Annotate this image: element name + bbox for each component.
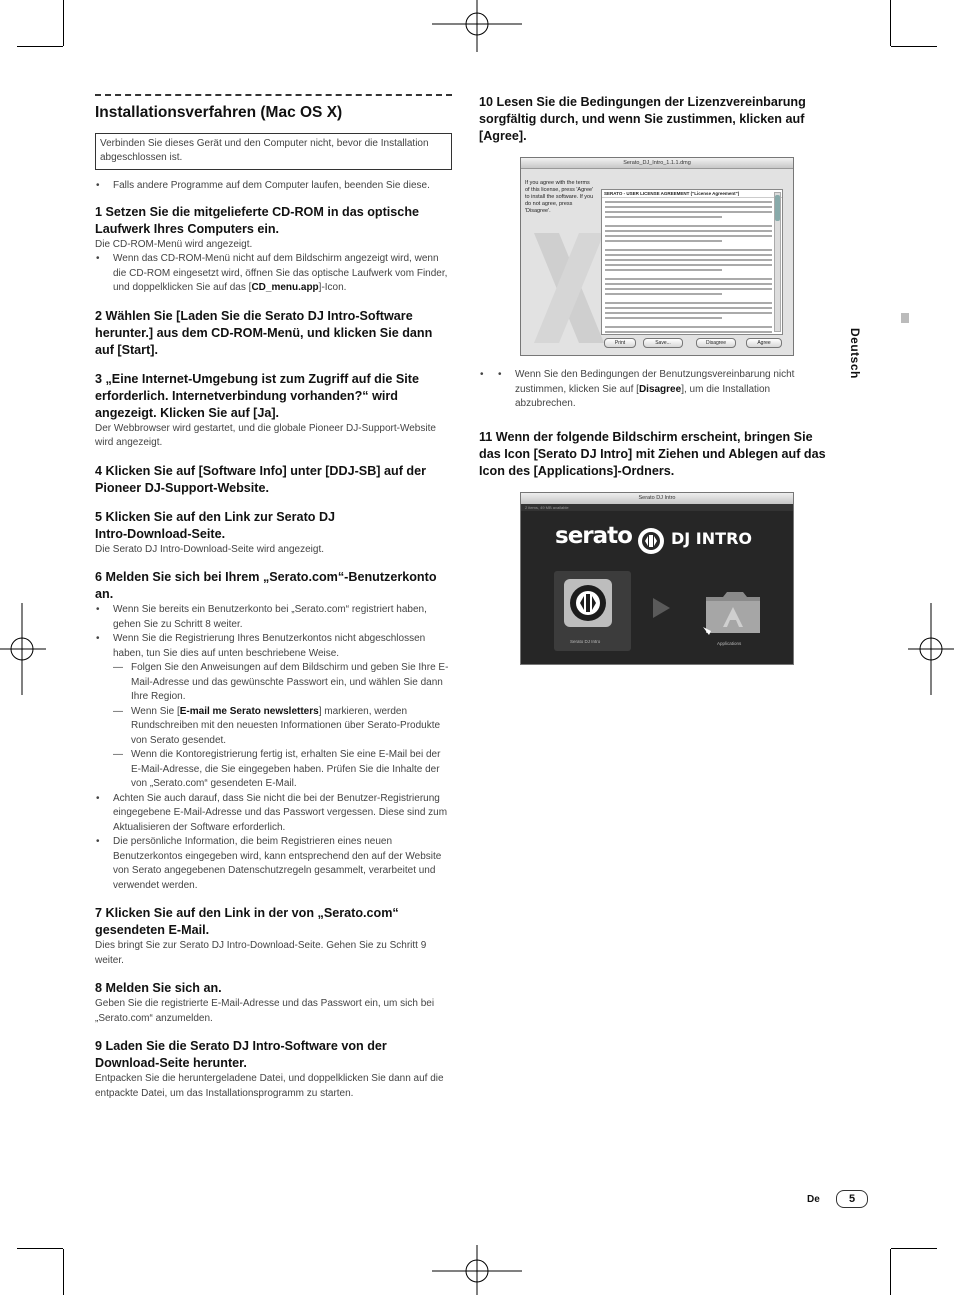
text-line — [605, 302, 772, 304]
step-6-bullet-2: • Wenn Sie die Registrierung Ihres Benutzerkontos nicht abgeschlossen haben, tun Sie dies auf unten beschriebene Weise. — Folgen Sie den Anweisungen auf dem Bildschirm und geben Sie Ihre E-Mail-Adresse und das gewünschte Passwort ein, und wählen Sie dann Ihre Region. — Wenn Sie [E-mail me Serato newsletters] markieren, werden Rundschreiben mit den neuesten Informationen über Serato-Produkte von Serato gesendet. — Wenn die Kontoregistrierung fertig ist, erhalten Sie eine E-Mail bei der E-Mail-Adresse, die Sie eingegeben haben. Prüfen Sie die Inhalte der von „Serato.com“ gesendeten E-Mail. — [95, 632, 452, 792]
text-line — [605, 331, 772, 333]
text-line — [605, 317, 722, 319]
registration-mark-left — [0, 603, 46, 695]
text-line — [605, 326, 772, 328]
crop-mark — [890, 0, 891, 46]
license-side-text: If you agree with the terms of this license, press 'Agree' to install the software. If you do not agree, press 'Disagree'. — [525, 180, 594, 214]
step-8-text: Geben Sie die registrierte E-Mail-Adresse und das Passwort ein, um sich bei „Serato.com“ anzumelden. — [95, 998, 435, 1024]
section-title: Installationsverfahren (Mac OS X) — [95, 104, 343, 121]
crop-mark — [63, 1249, 64, 1295]
step-1-heading: 1 Setzen Sie die mitgelieferte CD-ROM in das optische Laufwerk Ihres Computers ein. — [95, 204, 420, 236]
app-icon-area — [554, 571, 631, 651]
text-line — [605, 206, 772, 208]
crop-mark — [891, 46, 937, 47]
registration-mark-top — [432, 0, 522, 52]
dj-intro-text: DJ INTRO — [671, 528, 752, 548]
registration-mark-bottom — [432, 1245, 522, 1295]
app-caption: Serato DJ Intro — [570, 638, 601, 644]
x-logo-watermark — [529, 228, 609, 348]
text-line — [605, 293, 722, 295]
text-line — [605, 249, 772, 251]
step-5-heading: 5 Klicken Sie auf den Link zur Serato DJ Intro-Download-Seite. — [95, 509, 336, 541]
text-line — [605, 211, 772, 213]
language-label: Deutsch — [848, 328, 862, 379]
applications-folder-icon[interactable] — [703, 589, 763, 637]
disagree-button[interactable]: Disagree — [696, 338, 736, 348]
text-line — [605, 278, 772, 280]
crop-mark — [17, 1248, 63, 1249]
step-7-heading: 7 Klicken Sie auf den Link in der von „Serato.com“ gesendeten E-Mail. — [95, 906, 399, 937]
window-title: Serato_DJ_Intro_1.1.1.dmg — [521, 158, 793, 169]
installer-window-screenshot — [520, 492, 794, 665]
step-9-text: Entpacken Sie die heruntergeladene Datei, und doppelklicken Sie dann auf die entpackte Datei, um das Installationsprogramm zu starten. — [95, 1073, 444, 1099]
text-line — [605, 240, 722, 242]
step-1-bullet: • Wenn das CD-ROM-Menü nicht auf dem Bildschirm angezeigt wird, wenn die CD-ROM eingesetzt wird, öffnen Sie das optische Laufwerk vom Finder, und doppelklicken Sie auf das [CD_menu.app]-Icon. — [95, 252, 452, 296]
step-6-bullet-3: • Achten Sie auch darauf, dass Sie nicht die bei der Benutzer-Registrierung eingegebene E-Mail-Adresse und das Passwort vergessen. Diese sind zum Aktualisieren der Software erforderlich. — [95, 792, 452, 836]
step-3-text: Der Webbrowser wird gestartet, und die globale Pioneer DJ-Support-Website wird angezeigt. — [95, 422, 436, 448]
step-11-heading: 11 Wenn der folgende Bildschirm erscheint, bringen Sie das Icon [Serato DJ Intro] mit Ziehen und Ablegen auf das Icon des [Applications]-Ordners. — [479, 429, 826, 478]
text-line — [605, 216, 722, 218]
status-bar: 2 items, 49 MB available — [521, 504, 794, 511]
left-column — [95, 94, 452, 1101]
step-6-dash-3: — Wenn die Kontoregistrierung fertig ist, erhalten Sie eine E-Mail bei der E-Mail-Adresse, die Sie eingegeben haben. Prüfen Sie die Inhalte der von „Serato.com“ gesendeten E-Mail. — [113, 748, 452, 792]
license-text-panel[interactable] — [601, 189, 783, 335]
registration-mark-right — [908, 603, 954, 695]
agree-button[interactable]: Agree — [746, 338, 782, 348]
text-line — [605, 307, 772, 309]
page-number: 5 — [836, 1190, 868, 1208]
text-line — [605, 201, 772, 203]
step-4-heading: 4 Klicken Sie auf [Software Info] unter [DDJ-SB] auf der Pioneer DJ-Support-Website. — [95, 463, 426, 495]
step-5-text: Die Serato DJ Intro-Download-Seite wird angezeigt. — [95, 543, 324, 555]
crop-mark — [891, 1248, 937, 1249]
step-6-heading: 6 Melden Sie sich bei Ihrem „Serato.com“-Benutzerkonto an. — [95, 570, 437, 601]
step-10-heading: 10 Lesen Sie die Bedingungen der Lizenzvereinbarung sorgfältig durch, und wenn Sie zustimmen, klicken auf [Agree]. — [479, 95, 806, 143]
text-line — [605, 259, 772, 261]
section-divider — [95, 94, 452, 96]
text-line — [605, 235, 772, 237]
crop-mark — [17, 46, 63, 47]
side-tab-marker — [901, 313, 909, 323]
right-column — [479, 94, 831, 665]
crop-mark — [63, 0, 64, 46]
window-title: Serato DJ Intro — [521, 493, 793, 504]
step-6-bullet-1: • Wenn Sie bereits ein Benutzerkonto bei „Serato.com“ registriert haben, gehen Sie zu Schritt 8 weiter. — [95, 603, 452, 632]
drag-arrow-icon — [651, 597, 671, 619]
step-10-bullet: • • Wenn Sie den Bedingungen der Benutzungsvereinbarung nicht zustimmen, klicken Sie auf [Disagree], um die Installation abzubrechen. — [479, 368, 831, 412]
app-emblem-icon — [564, 579, 612, 627]
print-button[interactable]: Print — [604, 338, 636, 348]
text-line — [605, 312, 772, 314]
text-line — [605, 283, 772, 285]
step-8-heading: 8 Melden Sie sich an. — [95, 981, 222, 995]
text-line — [605, 269, 722, 271]
serato-emblem-icon — [637, 527, 665, 555]
text-line — [605, 264, 772, 266]
step-6-bullet-4: • Die persönliche Information, die beim Registrieren eines neuen Benutzerkontos eingegeben wird, kann entsprechend den auf der Website von Serato angegebenen Datenschutzregeln gesammelt, verarbeitet und verwendet werden. — [95, 835, 452, 893]
step-2-heading: 2 Wählen Sie [Laden Sie die Serato DJ Intro-Software herunter.] aus dem CD-ROM-Menü, und klicken Sie dann auf [Start]. — [95, 308, 433, 357]
save-button[interactable]: Save... — [643, 338, 683, 348]
text-line — [605, 225, 772, 227]
scrollbar[interactable] — [774, 192, 781, 332]
serato-logo: serato — [555, 522, 632, 549]
license-heading: SERATO - USER LICENSE AGREEMENT ("License Agreement") — [602, 190, 782, 198]
step-7-text: Dies bringt Sie zur Serato DJ Intro-Download-Seite. Gehen Sie zu Schritt 9 weiter. — [95, 940, 427, 966]
license-agreement-screenshot — [520, 157, 794, 356]
text-line — [605, 288, 772, 290]
text-line — [605, 230, 772, 232]
serato-dj-intro-app-icon[interactable] — [564, 579, 612, 627]
caution-box: Verbinden Sie dieses Gerät und den Computer nicht, bevor die Installation abgeschlossen ist. — [95, 133, 452, 170]
footer-language: De — [807, 1194, 820, 1205]
step-1-text: Die CD-ROM-Menü wird angezeigt. — [95, 238, 253, 250]
step-9-heading: 9 Laden Sie die Serato DJ Intro-Software von der Download-Seite herunter. — [95, 1039, 387, 1070]
bullet-item: • Falls andere Programme auf dem Computer laufen, beenden Sie diese. — [95, 179, 452, 194]
folder-caption: Applications — [717, 640, 742, 646]
text-line — [605, 254, 772, 256]
scroll-thumb[interactable] — [775, 195, 780, 221]
step-6-dash-1: — Folgen Sie den Anweisungen auf dem Bildschirm und geben Sie Ihre E-Mail-Adresse und das gewünschte Passwort ein, und wählen Sie dann Ihre Region. — [113, 661, 452, 705]
step-6-dash-2: — Wenn Sie [E-mail me Serato newsletters] markieren, werden Rundschreiben mit den neuesten Informationen über Serato-Produkte von Serato gesendet. — [113, 705, 452, 749]
crop-mark — [890, 1249, 891, 1295]
step-3-heading: 3 „Eine Internet-Umgebung ist zum Zugriff auf die Site erforderlich. Internetverbindung vorhanden?“ wird angezeigt. Klicken Sie auf [Ja]. — [95, 371, 419, 420]
